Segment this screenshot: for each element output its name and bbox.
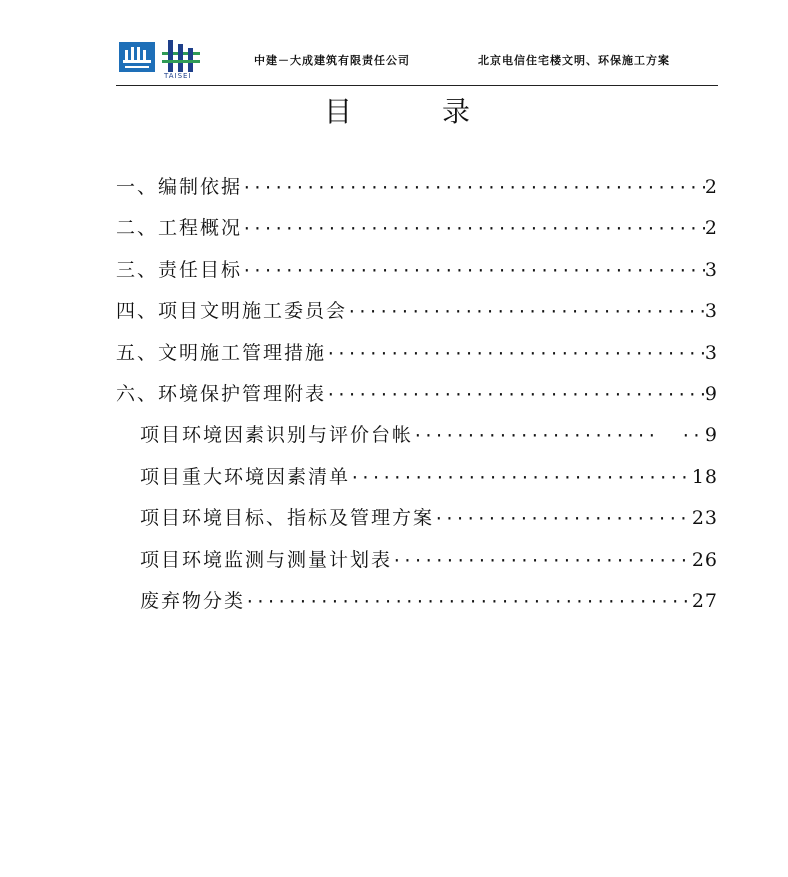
toc-entry-label: 项目环境目标、指标及管理方案 bbox=[140, 507, 435, 530]
toc-entry-page: 3 bbox=[704, 258, 718, 281]
toc-entry[interactable] bbox=[116, 255, 718, 296]
toc-entry-page: 27 bbox=[691, 589, 718, 612]
toc-subentry[interactable] bbox=[116, 586, 718, 627]
toc-entry[interactable] bbox=[116, 296, 718, 337]
table-of-contents bbox=[116, 172, 718, 627]
toc-entry-label: 项目环境监测与测量计划表 bbox=[140, 548, 393, 571]
toc-entry-page: 2 bbox=[704, 176, 718, 198]
header-divider bbox=[116, 85, 718, 86]
company-name: 中建－大成建筑有限责任公司 bbox=[254, 54, 410, 67]
toc-entry-page: 18 bbox=[691, 465, 718, 488]
toc-leader-dots bbox=[413, 426, 661, 445]
toc-leader-dots bbox=[392, 551, 692, 570]
project-name: 北京电信住宅楼文明、环保施工方案 bbox=[478, 54, 670, 67]
toc-subentry[interactable] bbox=[116, 420, 718, 461]
toc-entry[interactable] bbox=[116, 379, 718, 420]
toc-entry-label: 四、项目文明施工委员会 bbox=[116, 300, 348, 323]
toc-entry-page: 9 bbox=[704, 382, 718, 405]
cscec-logo-icon bbox=[119, 42, 155, 72]
toc-leader-dots bbox=[242, 261, 705, 280]
toc-leader-dots bbox=[245, 592, 692, 611]
toc-leader-dots bbox=[242, 178, 705, 197]
toc-entry-page: 23 bbox=[691, 507, 718, 530]
toc-subentry[interactable] bbox=[116, 503, 718, 544]
toc-entry-page: 3 bbox=[704, 300, 718, 323]
toc-entry-label: 项目环境因素识别与评价台帐 bbox=[140, 424, 414, 447]
page-header bbox=[116, 36, 718, 86]
toc-entry-page: 3 bbox=[704, 341, 718, 364]
toc-entry-page: 26 bbox=[691, 548, 718, 571]
toc-entry[interactable] bbox=[116, 213, 718, 254]
title-char-2: 录 bbox=[442, 95, 471, 128]
toc-entry-label: 项目重大环境因素清单 bbox=[140, 465, 351, 488]
toc-leader-dots bbox=[434, 509, 692, 528]
toc-leader-dots bbox=[681, 426, 705, 445]
toc-entry-page: 2 bbox=[704, 217, 718, 240]
toc-entry-label: 二、工程概况 bbox=[116, 217, 243, 240]
toc-subentry[interactable] bbox=[116, 545, 718, 586]
toc-leader-dots bbox=[326, 344, 705, 363]
title-char-1: 目 bbox=[324, 95, 353, 128]
toc-entry[interactable] bbox=[116, 338, 718, 379]
toc-leader-dots bbox=[350, 468, 692, 487]
toc-entry-page: 9 bbox=[704, 424, 718, 447]
taisei-logo-text: TAISEI bbox=[164, 72, 192, 80]
page-title bbox=[0, 90, 788, 130]
toc-entry-label: 三、责任目标 bbox=[116, 258, 243, 281]
toc-subentry[interactable] bbox=[116, 462, 718, 503]
toc-entry-label: 一、编制依据 bbox=[116, 176, 243, 198]
toc-entry-label: 废弃物分类 bbox=[140, 589, 246, 612]
toc-leader-dots bbox=[347, 302, 705, 321]
toc-leader-dots bbox=[326, 385, 705, 404]
toc-entry[interactable] bbox=[116, 172, 718, 213]
toc-leader-dots bbox=[242, 219, 705, 238]
toc-entry-label: 五、文明施工管理措施 bbox=[116, 341, 327, 364]
toc-entry-label: 六、环境保护管理附表 bbox=[116, 382, 327, 405]
